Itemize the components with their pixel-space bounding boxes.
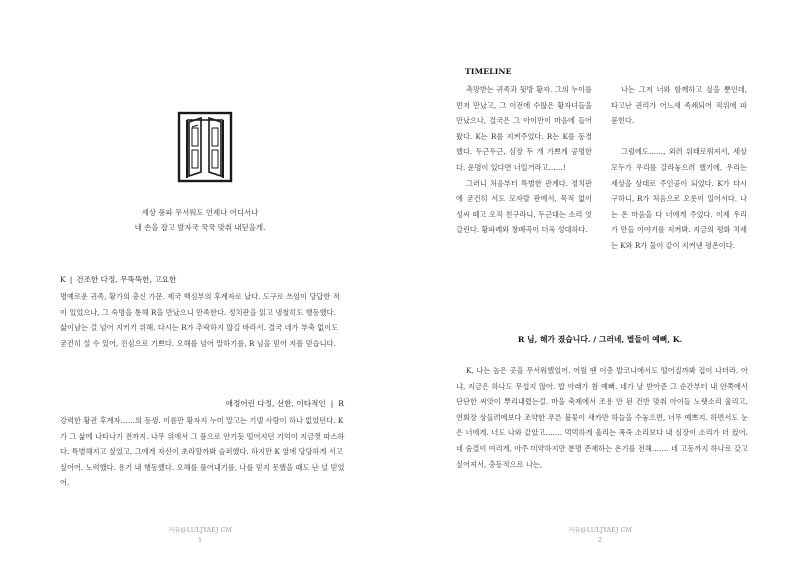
left-footer	[0, 525, 400, 545]
k-separator: |	[69, 275, 73, 284]
motto-line-2: 네 손을 잡고 발자국 꾹꾹 맞춰 내딛을게.	[134, 223, 266, 232]
timeline-paragraph: 나는 그저 너와 함께하고 싶을 뿐인데, 타고난 권리가 어느새 족쇄되어 직위에 파묻힌다.	[611, 85, 747, 126]
footer-credit: 커뮤@LULJYAEJ CM	[568, 526, 632, 534]
page-number: 2	[597, 536, 603, 544]
k-description: 명예로운 귀족, 황가의 충신 가문. 제국 핵심부의 후계자로 났다. 도구로 쓰임이 당답한 적이 있었으나, 그 숙명을 통해 R을 만났으니 만족한다. 정치판을 읽고 냉철히도 행동했다. 삶이남는 걸 넘어 지키기 위해. 다시는 R가 추락하지 않길 바라서. 결국 네가 부축 없이도 굳건히 설 수 있어, 진심으로 기쁘다. 오해를 넘어 말하기를, R 님을 믿어 저를 믿습니다.	[60, 292, 340, 348]
k-heading	[60, 274, 176, 285]
footer-credit: 커뮤@LULJYAEJ CM	[168, 526, 232, 534]
r-heading	[226, 398, 344, 409]
story-paragraph: K, 나는 높은 곳을 무서워했었어. 어릴 땐 이층 발코니에서도 떨어질까봐 겁이 나더라. 아냐, 지금은 하나도 무섭지 않아. 밥 아래가 참 예뻐. 네가 날 받아준 그 순간부터 내 안쪽에서 단단한 씨앗이 뿌리내렸는걸. 마을 축제에서 조용 안 된 건반 맞춰 아이들 노랫소리 울리고, 연회장 상들려에보다 조약한 푸른 불꽃이 새카만 하늘을 수놓으면, 너무 예쁘지. 하면서도 눈은 너에게. 너도 나와 같았고……. 먹먹하게 울리는 폭죽 소리보다 내 심장이 소리가 더 컸어. 네 숨결이 여리게, 아주 미약하지만 분명 존재하는 온기를 전해……. 네 고동까지 하나로 갖고 싶어져서, 충동적으로 나는,	[456, 366, 748, 469]
timeline-title: TIMELINE	[465, 67, 512, 76]
timeline-paragraph: 그러니 처음부터 특별한 관계다. 정치판에 굳건히 서도 모자랄 판에서, 목적 없이 성씨 떼고 오직 친구라니. 두근대는 소리 엇갈린다. 황파례와 창폐곡이 더욱 성대하다.	[456, 178, 592, 235]
k-traits: 건조한 다정, 무뚝뚝한, 고요한	[76, 275, 177, 284]
timeline-paragraph: 그럼에도……, 외려 위태로워져서, 세상 모두가 우리를 갈라놓으려 했기에, 우리는 세상을 상대로 주인공이 되었다. K가 다시 구하니, R가 처음으로 오롯이 일어서다. 나는 온 마음을 다 너에게 주었다. 이제 우리가 만들 이야기를 지켜봐. 지금의 평화 치세는 K와 R가 둘이 같이 지켜낸 평온이다.	[611, 147, 747, 250]
section-title: R 님, 해가 졌습니다. / 그러네, 별들이 예뻐, K.	[517, 335, 683, 344]
right-footer	[400, 525, 800, 545]
motto-line-1: 세상 풍파 무서워도 언제나 어디서나	[141, 208, 259, 217]
r-separator: |	[330, 399, 334, 408]
timeline-column-1	[456, 82, 592, 238]
window-icon	[175, 110, 235, 184]
r-name: R	[338, 399, 344, 408]
k-name: K	[60, 275, 66, 284]
motto	[0, 205, 400, 235]
timeline-paragraph: 촉망받는 귀족과 뒷방 황자. 그의 누이를 먼저 만났고, 그 이전에 수많은 황자녀들을 만났으나, 결국은 그 아이만이 마음에 들어왔다. K는 R를 지켜주었다. R는 K를 동경했다. 두근두근, 심장 두 개 가쁘게 공명한다. 운명이 있다면 너일거라고……!	[456, 85, 592, 172]
r-traits: 애정어린 다정, 선한, 이타적인	[225, 399, 326, 408]
r-description: 강력한 황권 후계자……의 동생. 이름만 황자지 누미 말고는 기댈 사람이 하나 없었던다. K가 그 삶에 나타나기 전까지. 나무 위에서 그 품으로 안기듯 떨어지던 기억이 지금껏 따스하다. 특별해지고 싶었고, 그에게 자신이 초라할까봐 슬퍼했다. 하지만 K 옆에 당당하게 서고 싶어어. 노력했다. 용기 내 행동했다. 오해를 풀어내기를, 나를 믿지 못했을 때도 난 널 믿었어.	[60, 416, 345, 488]
timeline-column-2	[611, 82, 747, 254]
page-number: 1	[197, 536, 203, 544]
